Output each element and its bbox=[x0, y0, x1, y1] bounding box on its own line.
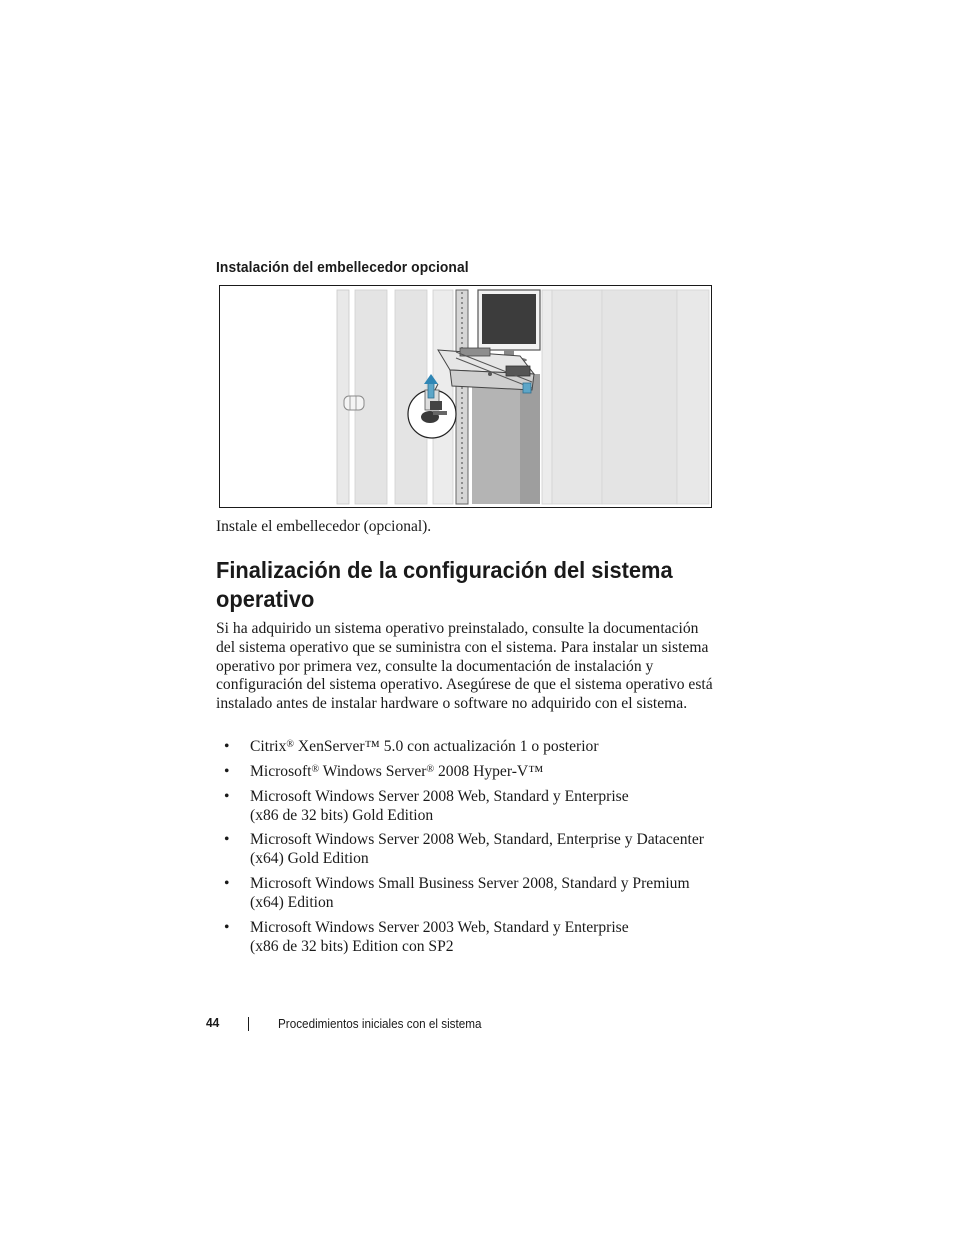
bullet-icon: • bbox=[224, 787, 230, 805]
figure-caption: Instale el embellecedor (opcional). bbox=[216, 518, 432, 535]
bullet-icon: • bbox=[224, 738, 230, 755]
page-number: 44 bbox=[206, 1015, 220, 1030]
os-list bbox=[216, 737, 716, 962]
server-bezel-icon bbox=[438, 348, 534, 393]
list-item-line: (x86 de 32 bits) Edition con SP2 bbox=[250, 937, 454, 955]
list-item-text: Microsoft® Windows Server® 2008 Hyper-V™ bbox=[250, 762, 544, 780]
bullet-icon: • bbox=[224, 875, 230, 893]
list-item bbox=[216, 874, 716, 912]
list-item-line: Microsoft Windows Server 2008 Web, Standard, Enterprise y Datacenter bbox=[250, 831, 704, 849]
door-handle-icon bbox=[344, 396, 364, 410]
bezel-illustration bbox=[220, 286, 711, 507]
list-item-line: (x64) Gold Edition bbox=[250, 850, 369, 868]
list-item bbox=[216, 918, 716, 956]
list-item-line: (x64) Edition bbox=[250, 894, 334, 912]
cabinet-panel bbox=[677, 290, 709, 504]
footer-separator bbox=[248, 1017, 249, 1031]
list-item bbox=[216, 737, 716, 756]
cabinet-panel bbox=[542, 290, 552, 504]
list-item-line: Microsoft Windows Small Business Server 2008, Standard y Premium bbox=[250, 875, 690, 893]
bezel-installation-figure bbox=[219, 285, 712, 508]
intro-paragraph: Si ha adquirido un sistema operativo preinstalado, consulte la documentación del sistema operativo que se suministra con el sistema. Para instalar un sistema operativo por primera vez, consulte la documentación de instalación y configuración del sistema operativo. Asegúrese de que el sistema operativo está instalado antes de instalar hardware o software no adquirido con el sistema. bbox=[216, 620, 713, 713]
cabinet-panel bbox=[602, 290, 677, 504]
figure-subheading: Instalación del embellecedor opcional bbox=[216, 259, 469, 276]
list-item-line: (x86 de 32 bits) Gold Edition bbox=[250, 806, 434, 824]
list-item bbox=[216, 787, 716, 825]
section-heading: Finalización de la configuración del sistema operativo bbox=[216, 557, 673, 612]
bullet-icon: • bbox=[224, 831, 230, 849]
list-item bbox=[216, 762, 716, 781]
list-item-text: Citrix® XenServer™ 5.0 con actualización 1 o posterior bbox=[250, 738, 599, 755]
cabinet-panel bbox=[552, 290, 602, 504]
list-item bbox=[216, 830, 716, 868]
bullet-icon: • bbox=[224, 762, 230, 780]
bullet-icon: • bbox=[224, 918, 230, 936]
footer-title: Procedimientos iniciales con el sistema bbox=[278, 1016, 482, 1031]
list-item-line: Microsoft Windows Server 2003 Web, Standard y Enterprise bbox=[250, 918, 629, 936]
list-item-line: Microsoft Windows Server 2008 Web, Standard y Enterprise bbox=[250, 787, 629, 805]
